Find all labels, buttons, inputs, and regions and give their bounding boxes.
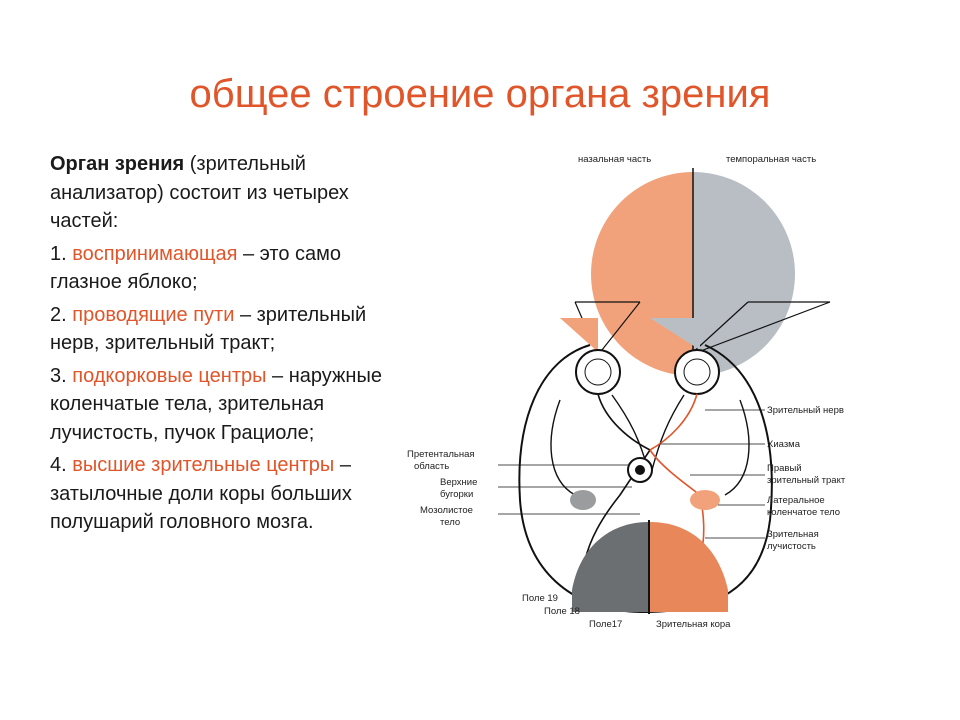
intro-bold: Орган зрения (50, 153, 185, 175)
list-item-2 (50, 301, 395, 358)
label-field-17: Поле17 (589, 619, 623, 630)
label-corpus-callosum-2: тело (440, 517, 461, 528)
item-term: высшие зрительные центры (72, 454, 335, 476)
label-field-18: Поле 18 (544, 606, 580, 617)
label-corpus-callosum-1: Мозолистое (420, 505, 473, 516)
label-colliculi-2: бугорки (440, 489, 474, 500)
label-lgn-2: коленчатое тело (767, 507, 841, 518)
item-desc: – это само глазное яблоко; (50, 242, 342, 293)
item-desc: – затылочные доли коры больших полушарий головного мозга. (50, 454, 352, 533)
left-visual-cortex (572, 522, 648, 612)
label-radiation-2: лучистость (767, 541, 816, 552)
visual-field (591, 168, 795, 380)
right-visual-cortex (650, 522, 728, 612)
item-number: 4. (50, 454, 73, 476)
slide-title: общее строение органа зрения (189, 72, 771, 116)
label-colliculi-1: Верхние (440, 477, 478, 488)
item-desc: – наружные коленчатые тела, зрительная лучистость, пучок Грациоле; (50, 364, 382, 444)
left-eye (576, 350, 620, 394)
label-visual-cortex: Зрительная кора (656, 619, 731, 630)
right-eye (675, 350, 719, 394)
intro-paragraph (50, 150, 395, 236)
temporal-field (693, 172, 795, 376)
item-number: 2. (50, 303, 73, 326)
label-pretectal-2: область (414, 461, 450, 472)
label-right-tract-1: Правый (767, 463, 802, 474)
label-radiation-1: Зрительная (767, 529, 819, 540)
label-chiasm: Хиазма (767, 439, 800, 450)
label-nasal: назальная часть (578, 154, 652, 165)
label-optic-nerve: Зрительный нерв (767, 405, 844, 416)
left-eye-field (560, 318, 598, 352)
label-temporal: темпоральная часть (726, 154, 817, 165)
item-number: 1. (50, 242, 73, 265)
visual-pathway-diagram (400, 140, 920, 640)
intro-rest: (зрительный анализатор) состоит из четырех частей: (50, 153, 349, 232)
item-desc: – зрительный нерв, зрительный тракт; (50, 303, 367, 354)
label-pretectal-1: Претентальная (407, 449, 475, 460)
list-item-4 (50, 451, 395, 537)
item-number: 3. (50, 364, 73, 387)
list-item-1 (50, 240, 395, 297)
item-term: проводящие пути (72, 303, 235, 326)
description-text (50, 150, 395, 541)
label-field-19: Поле 19 (522, 593, 558, 604)
item-term: воспринимающая (72, 242, 238, 265)
label-right-tract-2: зрительный тракт (767, 475, 846, 486)
right-lgn (690, 490, 720, 510)
label-lgn-1: Латеральное (767, 495, 825, 506)
list-item-3 (50, 362, 395, 448)
left-lgn (570, 490, 596, 510)
item-term: подкорковые центры (72, 364, 267, 387)
